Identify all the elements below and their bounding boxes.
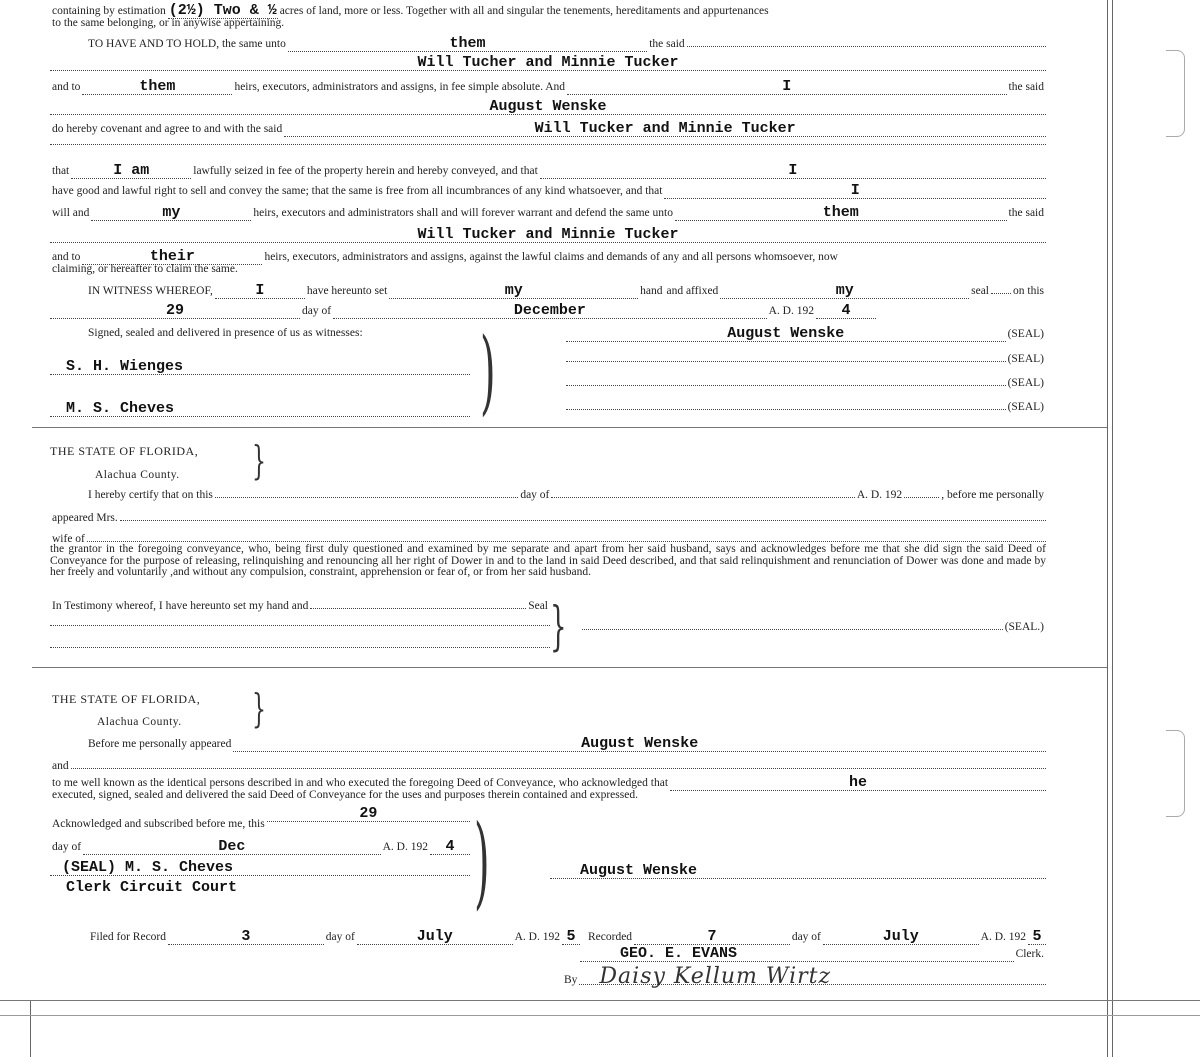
blank-field: [566, 361, 1006, 362]
text: A. D. 192: [514, 931, 560, 943]
text: the said: [1008, 81, 1044, 93]
month-field: Dec: [83, 840, 381, 855]
blank-field: [71, 768, 1046, 769]
seal-label: (SEAL): [1007, 353, 1044, 365]
text: day of: [520, 489, 550, 501]
blank-field: [50, 647, 550, 648]
text: A. D. 192: [856, 489, 903, 501]
blank-field: [50, 144, 1046, 145]
text: claiming, or hereafter to claim the same.: [52, 263, 238, 275]
text: and: [52, 760, 69, 772]
text: , before me personally: [941, 489, 1045, 501]
text: I hereby certify that on this: [88, 489, 213, 501]
witness-line: [50, 360, 470, 375]
text: acres of land, more or less. Together with all and singular the tenements, hereditaments and appurtenances: [279, 5, 769, 17]
blank-field: [566, 409, 1006, 410]
text: appeared Mrs.: [52, 512, 118, 524]
clerk-line: [580, 947, 1046, 962]
blank-field: [551, 497, 854, 498]
field: my: [91, 206, 251, 221]
recorded-month: July: [823, 930, 979, 945]
bottom-rule: [0, 1015, 1200, 1016]
text: heirs, executors, administrators and assigns, against the lawful claims and demands of any and all persons whomsoever, now: [264, 251, 838, 263]
text: A. D. 192: [768, 305, 814, 317]
field: I: [567, 80, 1007, 95]
text: and to: [52, 251, 81, 263]
left-border: [30, 1000, 31, 1057]
field: I: [664, 184, 1046, 199]
text: and affixed: [666, 285, 719, 297]
signature-line: [566, 377, 1046, 390]
appeared-field: August Wenske: [233, 737, 1046, 752]
text: Clerk.: [1015, 948, 1044, 960]
ack-line: [50, 840, 470, 855]
signature-line: [550, 864, 1046, 879]
text: By: [564, 974, 578, 986]
text: lawfully seized in fee of the property herein and hereby conveyed, and that: [193, 165, 538, 177]
text: Acknowledged and subscribed before me, this: [52, 818, 265, 830]
officer-name: (SEAL) M. S. Cheves: [50, 861, 470, 876]
text: Signed, sealed and delivered in presence of us as witnesses:: [88, 327, 363, 339]
dower-line: [50, 489, 1046, 502]
text: Before me personally appeared: [88, 738, 232, 750]
field: I: [540, 164, 1046, 179]
grantee-names-field: Will Tucker and Minnie Tucker: [50, 228, 1046, 243]
text: day of: [302, 305, 332, 317]
signature-line: [566, 327, 1046, 342]
blank-field: [50, 625, 550, 626]
blank-field: [991, 293, 1011, 294]
clerk-name: GEO. E. EVANS: [580, 947, 1014, 962]
state-heading: THE STATE OF FLORIDA,: [50, 444, 199, 458]
grantor-field: August Wenske: [50, 100, 1046, 115]
grantee-names-field: Will Tucher and Minnie Tucker: [50, 56, 1046, 71]
text: wife of: [52, 533, 85, 545]
text: Recorded: [587, 931, 633, 943]
day-field: 29: [267, 807, 470, 822]
text: to me well known as the identical persons described in and who executed the foregoing Deed of Conveyance, who acknowledged that: [52, 777, 669, 789]
seal-label: (SEAL): [1007, 328, 1044, 340]
filed-month: July: [357, 930, 513, 945]
text: have hereunto set: [306, 285, 388, 297]
field: my: [389, 284, 638, 299]
deed-line: [50, 263, 1046, 276]
binder-hole-mark: [1166, 50, 1185, 137]
field: he: [670, 776, 1046, 791]
deed-line: [50, 184, 1046, 199]
section-divider: [32, 427, 1107, 428]
county-heading: Alachua County.: [97, 716, 182, 728]
grantee-field: them: [288, 37, 647, 52]
field: Will Tucker and Minnie Tucker: [284, 122, 1046, 137]
filed-year: 5: [562, 930, 580, 945]
right-border: [1107, 0, 1108, 1057]
filed-day: 3: [168, 930, 324, 945]
deed-line: [50, 164, 1046, 179]
text: TO HAVE AND TO HOLD, the same unto: [88, 38, 286, 50]
text: Seal: [528, 600, 548, 612]
deed-line: [50, 37, 1046, 52]
acreage-field: (2½) Two & ½: [168, 2, 277, 19]
recorded-day: 7: [634, 930, 790, 945]
field: them: [675, 206, 1007, 221]
blank-field: [215, 497, 518, 498]
bottom-rule: [0, 1000, 1200, 1001]
text: A. D. 192: [980, 931, 1027, 943]
county-heading: Alachua County.: [95, 469, 180, 481]
brace: }: [252, 440, 266, 485]
text: that: [52, 165, 70, 177]
text: the said: [649, 38, 685, 50]
grantor-signature: August Wenske: [566, 327, 1006, 342]
signature-line: [566, 401, 1046, 414]
text: day of: [325, 931, 355, 943]
year-field: 4: [430, 840, 470, 855]
ack-line: [50, 737, 1046, 752]
grantor-signature: August Wenske: [550, 864, 1046, 879]
text: have good and lawful right to sell and convey the same; that the same is free from all incumbrances of any kind whatsoever, and that: [52, 185, 663, 197]
witness-line: [50, 402, 470, 417]
officer-signature-line: [582, 621, 1046, 634]
recorded-year: 5: [1028, 930, 1046, 945]
blank-line: [50, 647, 550, 648]
text: IN WITNESS WHEREOF,: [88, 285, 213, 297]
field: I: [215, 284, 305, 299]
text: containing by estimation: [52, 5, 166, 17]
blank-field: [120, 520, 1046, 521]
binder-hole-mark: [1166, 730, 1185, 817]
brace: ): [480, 320, 496, 426]
deputy-line: [562, 964, 1046, 989]
text: and to: [52, 81, 81, 93]
text: heirs, executors and administrators shall and will forever warrant and defend the same unto: [253, 207, 673, 219]
deed-line: [50, 304, 1046, 319]
text: will and: [52, 207, 90, 219]
text: seal: [971, 285, 989, 297]
text: In Testimony whereof, I have hereunto set my hand and: [52, 600, 309, 612]
witness-label: [50, 327, 506, 340]
text: to the same belonging, or in anywise appertaining.: [52, 17, 285, 29]
field: their: [82, 250, 262, 265]
blank-field: [582, 629, 1003, 630]
right-border-inner: [1112, 0, 1113, 1057]
witness-name: M. S. Cheves: [50, 402, 470, 417]
text: day of: [791, 931, 821, 943]
text: executed, signed, sealed and delivered the said Deed of Conveyance for the uses and purposes therein contained and expressed.: [52, 789, 638, 801]
dower-paragraph: the grantor in the foregoing conveyance, who, being first duly questioned and examined by me separate and apart from her said husband, says and acknowledges before me that she did sign the said Deed of Conveyance for the purpose of releasing, relinquishing and renouncing all her right of Dower in and to the land in said Deed described, and that said relinquishment and renunciation of Dower was done and made by her freely and voluntarily ,and without any compulsion, constraint, apprehension or fear of, or from her said husband.: [50, 543, 1046, 578]
blank-line: [50, 625, 550, 626]
text: Filed for Record: [90, 931, 167, 943]
witness-name: S. H. Wienges: [50, 360, 470, 375]
ack-line: [50, 805, 470, 832]
section-divider: [32, 667, 1107, 668]
ack-line: [50, 789, 1046, 802]
brace: ): [474, 806, 490, 921]
deed-line: [50, 80, 1046, 95]
deed-line: [50, 144, 1046, 145]
seal-label: (SEAL.): [1004, 621, 1044, 633]
deed-line: [50, 100, 1046, 115]
deed-line: [50, 56, 1046, 71]
field: my: [720, 284, 969, 299]
day-field: 29: [50, 304, 300, 319]
record-line: [88, 930, 1046, 945]
field: I am: [71, 164, 191, 179]
officer-title-line: [50, 881, 470, 895]
text: A. D. 192: [382, 841, 428, 853]
deed-line: [50, 17, 1046, 30]
deed-line: [50, 284, 1046, 299]
testimony-line: [50, 600, 550, 613]
signature-line: [566, 353, 1046, 366]
deed-line: [50, 122, 1046, 137]
year-field: 4: [816, 304, 876, 319]
text: day of: [52, 841, 82, 853]
officer-title: Clerk Circuit Court: [66, 879, 238, 896]
brace: }: [550, 598, 567, 658]
text: the said: [1008, 207, 1044, 219]
text: hand: [640, 285, 663, 297]
deputy-signature: Daisy Kellum Wirtz: [579, 970, 1046, 985]
state-heading: THE STATE OF FLORIDA,: [52, 692, 201, 706]
text: do hereby covenant and agree to and with the said: [52, 123, 283, 135]
deed-line: [50, 228, 1046, 243]
seal-label: (SEAL): [1007, 377, 1044, 389]
field: them: [82, 80, 232, 95]
deed-line: [50, 206, 1046, 221]
dower-line: [50, 512, 1046, 525]
blank-field: [310, 608, 526, 609]
blank-field: [87, 541, 1046, 542]
blank-field: [687, 46, 1046, 47]
text: heirs, executors, administrators and assigns, in fee simple absolute. And: [234, 81, 565, 93]
month-field: December: [333, 304, 767, 319]
blank-field: [566, 385, 1006, 386]
officer-line: [50, 861, 470, 876]
seal-label: (SEAL): [1007, 401, 1044, 413]
ack-line: [50, 760, 1046, 773]
brace: }: [252, 688, 266, 733]
blank-field: [904, 497, 939, 498]
text: on this: [1013, 285, 1044, 297]
